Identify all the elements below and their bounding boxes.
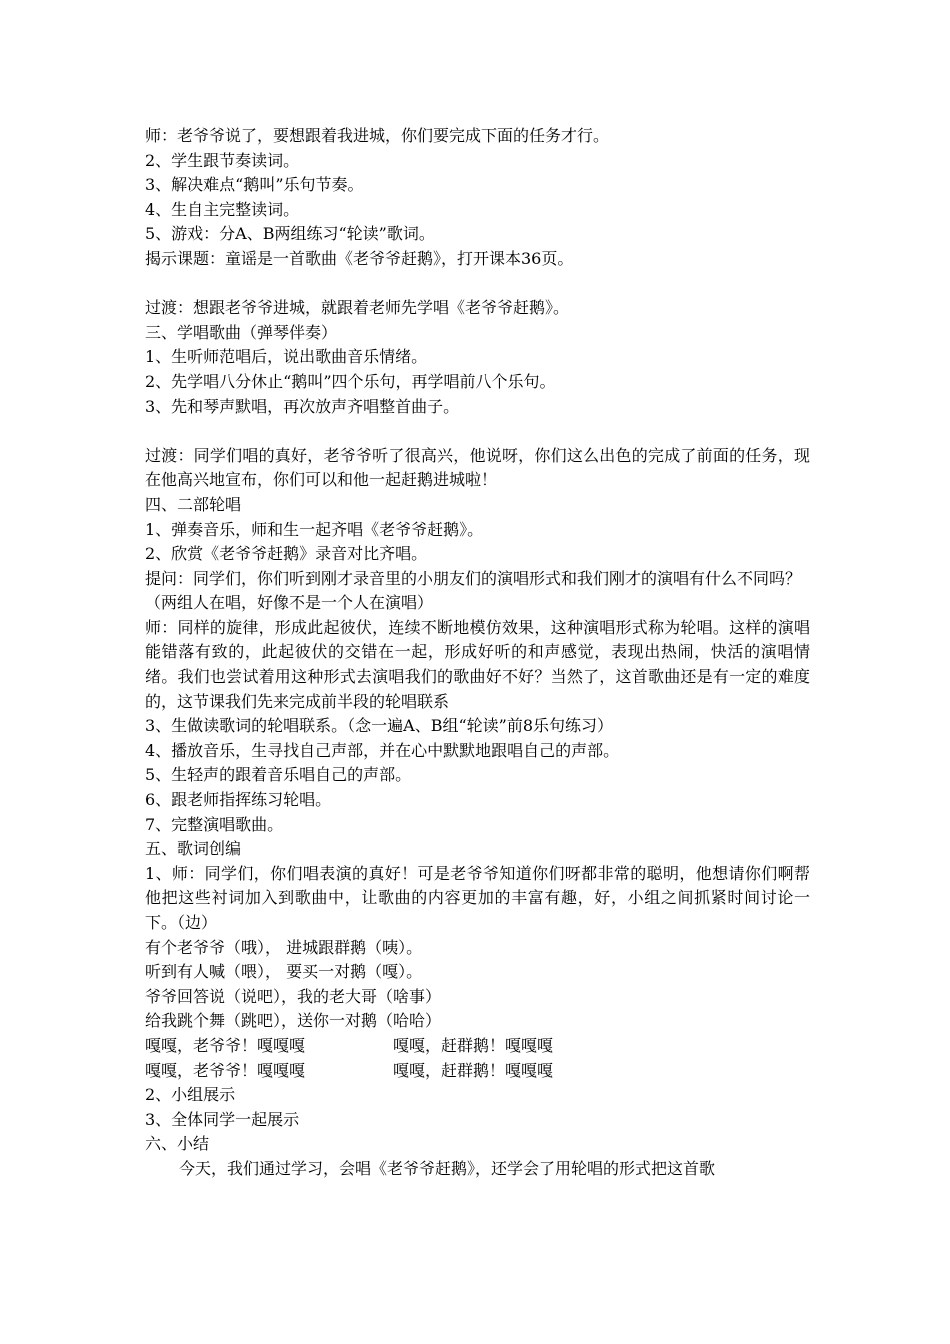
blank-line [145, 272, 810, 297]
lyric-pair-line [145, 1034, 810, 1059]
lyric-line: 爷爷回答说（说吧），我的老大哥（啥事） [145, 986, 442, 1006]
text-line: 2、先学唱八分休止“鹅叫”四个乐句，再学唱前八个乐句。 [145, 371, 556, 391]
text-line: 1、弹奏音乐，师和生一起齐唱《老爷爷赶鹅》。 [145, 519, 484, 539]
text-paragraph: 提问：同学们，你们听到刚才录音里的小朋友们的演唱形式和我们刚才的演唱有什么不同吗？ [145, 568, 802, 588]
section-heading: 五、歌词创编 [145, 839, 242, 859]
text-line: 7、完整演唱歌曲。 [145, 814, 284, 834]
text-line: 4、生自主完整读词。 [145, 199, 300, 219]
lyric-line: 有个老爷爷（哦）， 进城跟群鹅（咦）。 [145, 937, 423, 957]
text-paragraph: 1、师：同学们，你们唱表演的真好！可是老爷爷知道你们呀都非常的聪明，他想请你们啊帮他把这些衬词加入到歌曲中，让歌曲的内容更加的丰富有趣，好，小组之间抓紧时间讨论一下。（边） [145, 863, 810, 932]
lyric-pair-line [145, 1059, 810, 1084]
text-line: 过渡：想跟老爷爷进城，就跟着老师先学唱《老爷爷赶鹅》。 [145, 298, 570, 318]
text-paragraph: 师：同样的旋律，形成此起彼伏，连续不断地模仿效果，这种演唱形式称为轮唱。这样的演唱能错落有致的，此起彼伏的交错在一起，形成好听的和声感觉，表现出热闹，快活的演唱情绪。我们也尝试着用这种形式去演唱我们的歌曲好不好？当然了，这首歌曲还是有一定的难度的，这节课我们先来完成前半段的轮唱联系 [145, 617, 810, 711]
lyric-right: 嘎嘎，赶群鹅！嘎嘎嘎 [393, 1060, 554, 1080]
text-line: 4、播放音乐，生寻找自己声部，并在心中默默地跟唱自己的声部。 [145, 740, 620, 760]
text-line: 3、先和琴声默唱，再次放声齐唱整首曲子。 [145, 396, 460, 416]
section-heading: 四、二部轮唱 [145, 494, 242, 514]
lyric-line: 给我跳个舞（跳吧），送你一对鹅（哈哈） [145, 1011, 442, 1031]
text-line: 揭示课题：童谣是一首歌曲《老爷爷赶鹅》，打开课本36页。 [145, 248, 574, 268]
text-line: 师：老爷爷说了，要想跟着我进城，你们要完成下面的任务才行。 [145, 126, 610, 145]
text-line: 1、生听师范唱后，说出歌曲音乐情绪。 [145, 347, 428, 367]
text-line: 2、学生跟节奏读词。 [145, 150, 300, 170]
document-page [145, 124, 810, 1182]
section-heading: 六、小结 [145, 1134, 210, 1154]
text-line: 6、跟老师指挥练习轮唱。 [145, 790, 332, 810]
text-line: 2、小组展示 [145, 1085, 236, 1105]
text-line: 5、游戏：分A、B两组练习“轮读”歌词。 [145, 224, 435, 244]
blank-line [145, 419, 810, 444]
lyric-left: 嘎嘎，老爷爷！嘎嘎嘎 [145, 1060, 306, 1080]
lyric-left: 嘎嘎，老爷爷！嘎嘎嘎 [145, 1035, 306, 1055]
text-line: （两组人在唱，好像不是一个人在演唱） [145, 593, 434, 613]
text-line: 2、欣赏《老爷爷赶鹅》录音对比齐唱。 [145, 544, 428, 564]
text-line: 今天，我们通过学习，会唱《老爷爷赶鹅》，还学会了用轮唱的形式把这首歌 [179, 1158, 716, 1178]
lyric-line: 听到有人喊（喂）， 要买一对鹅（嘎）。 [145, 962, 423, 982]
section-heading: 三、学唱歌曲（弹琴伴奏） [145, 322, 338, 342]
text-line: 5、生轻声的跟着音乐唱自己的声部。 [145, 765, 412, 785]
lyric-right: 嘎嘎，赶群鹅！嘎嘎嘎 [393, 1035, 554, 1055]
text-paragraph: 过渡：同学们唱的真好，老爷爷听了很高兴，他说呀，你们这么出色的完成了前面的任务，现在他高兴地宣布，你们可以和他一起赶鹅进城啦！ [145, 445, 810, 490]
text-line: 3、全体同学一起展示 [145, 1109, 300, 1129]
text-line: 3、解决难点“鹅叫”乐句节奏。 [145, 175, 364, 195]
text-line: 3、生做读歌词的轮唱联系。（念一遍A、B组“轮读”前8乐句练习） [145, 716, 614, 736]
